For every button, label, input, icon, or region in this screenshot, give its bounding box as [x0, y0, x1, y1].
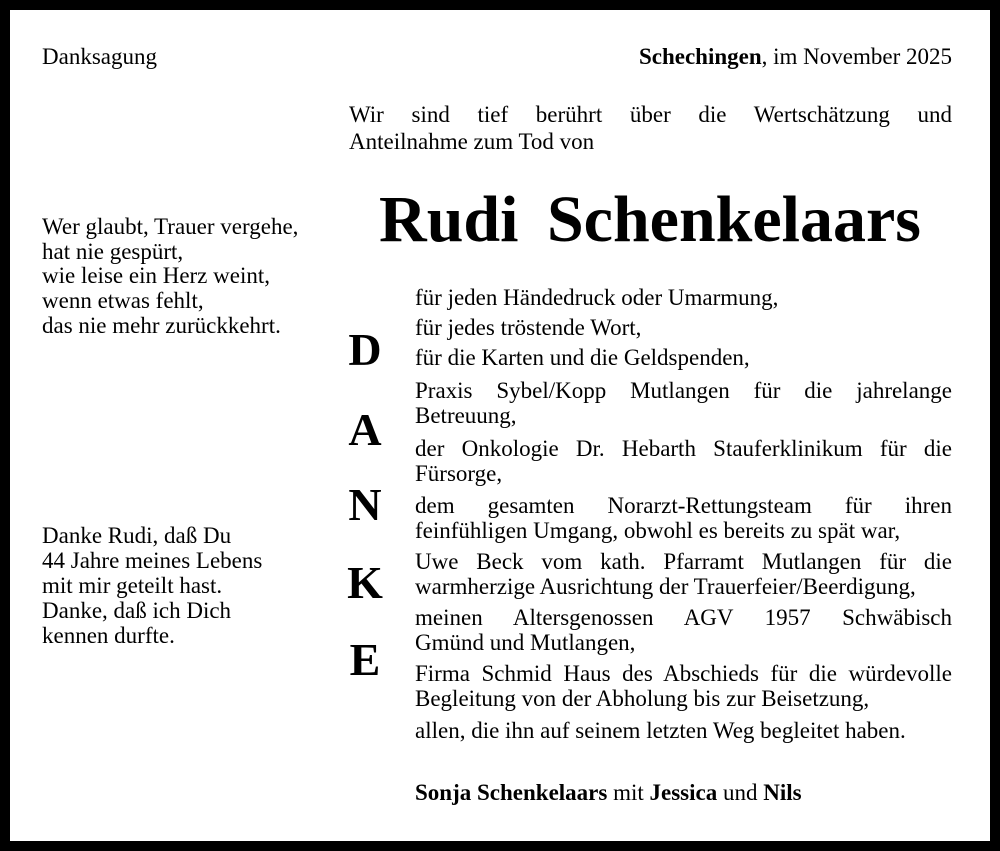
place-date [639, 44, 952, 70]
thanks-line: allen, die ihn auf seinem letzten Weg begleitet haben. [415, 718, 906, 743]
poem-line: das nie mehr zurückkehrt. [42, 312, 281, 338]
signature-text: und [717, 780, 764, 805]
signature [415, 780, 802, 806]
date: , im November 2025 [761, 44, 952, 69]
poem-line: wie leise ein Herz weint, [42, 263, 270, 289]
thanks-line: feinfühligen Umgang, obwohl es bereits zu spät war, [415, 518, 901, 543]
thanks-line: Gmünd und Mutlangen, [415, 630, 636, 655]
danke-letter: N [348, 479, 382, 530]
personal-line: kennen durfte. [42, 623, 175, 648]
place: Schechingen [638, 44, 762, 69]
thanks-line: Betreuung, [415, 403, 517, 428]
thanks-line: Praxis Sybel/Kopp Mutlangen für die jahrelange [415, 378, 952, 403]
thanks-line: Fürsorge, [415, 461, 503, 486]
personal-line: Danke Rudi, daß Du [42, 523, 232, 548]
danke-letter: E [349, 634, 381, 685]
intro-line: Wir sind tief berührt über die Wertschätzung und [349, 102, 952, 127]
thanks-line: für jeden Händedruck oder Umarmung, [415, 285, 779, 310]
danke-letter: K [347, 557, 383, 608]
thanks-line: der Onkologie Dr. Hebarth Stauferklinikum für die [415, 436, 952, 461]
deceased-name: Rudi Schenkelaars [379, 183, 921, 256]
thanks-line: dem gesamten Norarzt-Rettungsteam für ihren [415, 493, 952, 518]
personal-line: Danke, daß ich Dich [42, 598, 232, 623]
personal-line: 44 Jahre meines Lebens [42, 548, 263, 573]
danke-letter: D [348, 324, 382, 375]
personal-line: mit mir geteilt hast. [42, 573, 223, 598]
poem-line: wenn etwas fehlt, [42, 288, 204, 314]
signature-name: Jessica [649, 780, 718, 805]
signature-name: Sonja Schenkelaars [415, 780, 608, 805]
thanks-line: Firma Schmid Haus des Abschieds für die würdevolle [415, 661, 952, 686]
signature-text: mit [607, 780, 650, 805]
thanks-line: für die Karten und die Geldspenden, [415, 345, 750, 370]
thanks-line: warmherzige Ausrichtung der Trauerfeier/Beerdigung, [415, 574, 916, 599]
thanks-line: meinen Altersgenossen AGV 1957 Schwäbisch [415, 605, 952, 630]
poem-line: hat nie gespürt, [42, 238, 184, 264]
thanks-line: für jedes tröstende Wort, [415, 315, 642, 340]
signature-name: Nils [763, 780, 802, 805]
thanks-line: Uwe Beck vom kath. Pfarramt Mutlangen für die [415, 549, 952, 574]
poem-line: Wer glaubt, Trauer vergehe, [42, 214, 299, 239]
notice-label: Danksagung [42, 44, 157, 69]
intro-line: Anteilnahme zum Tod von [349, 129, 595, 154]
danke-letter: A [348, 404, 382, 455]
thanks-line: Begleitung von der Abholung bis zur Beisetzung, [415, 686, 870, 711]
